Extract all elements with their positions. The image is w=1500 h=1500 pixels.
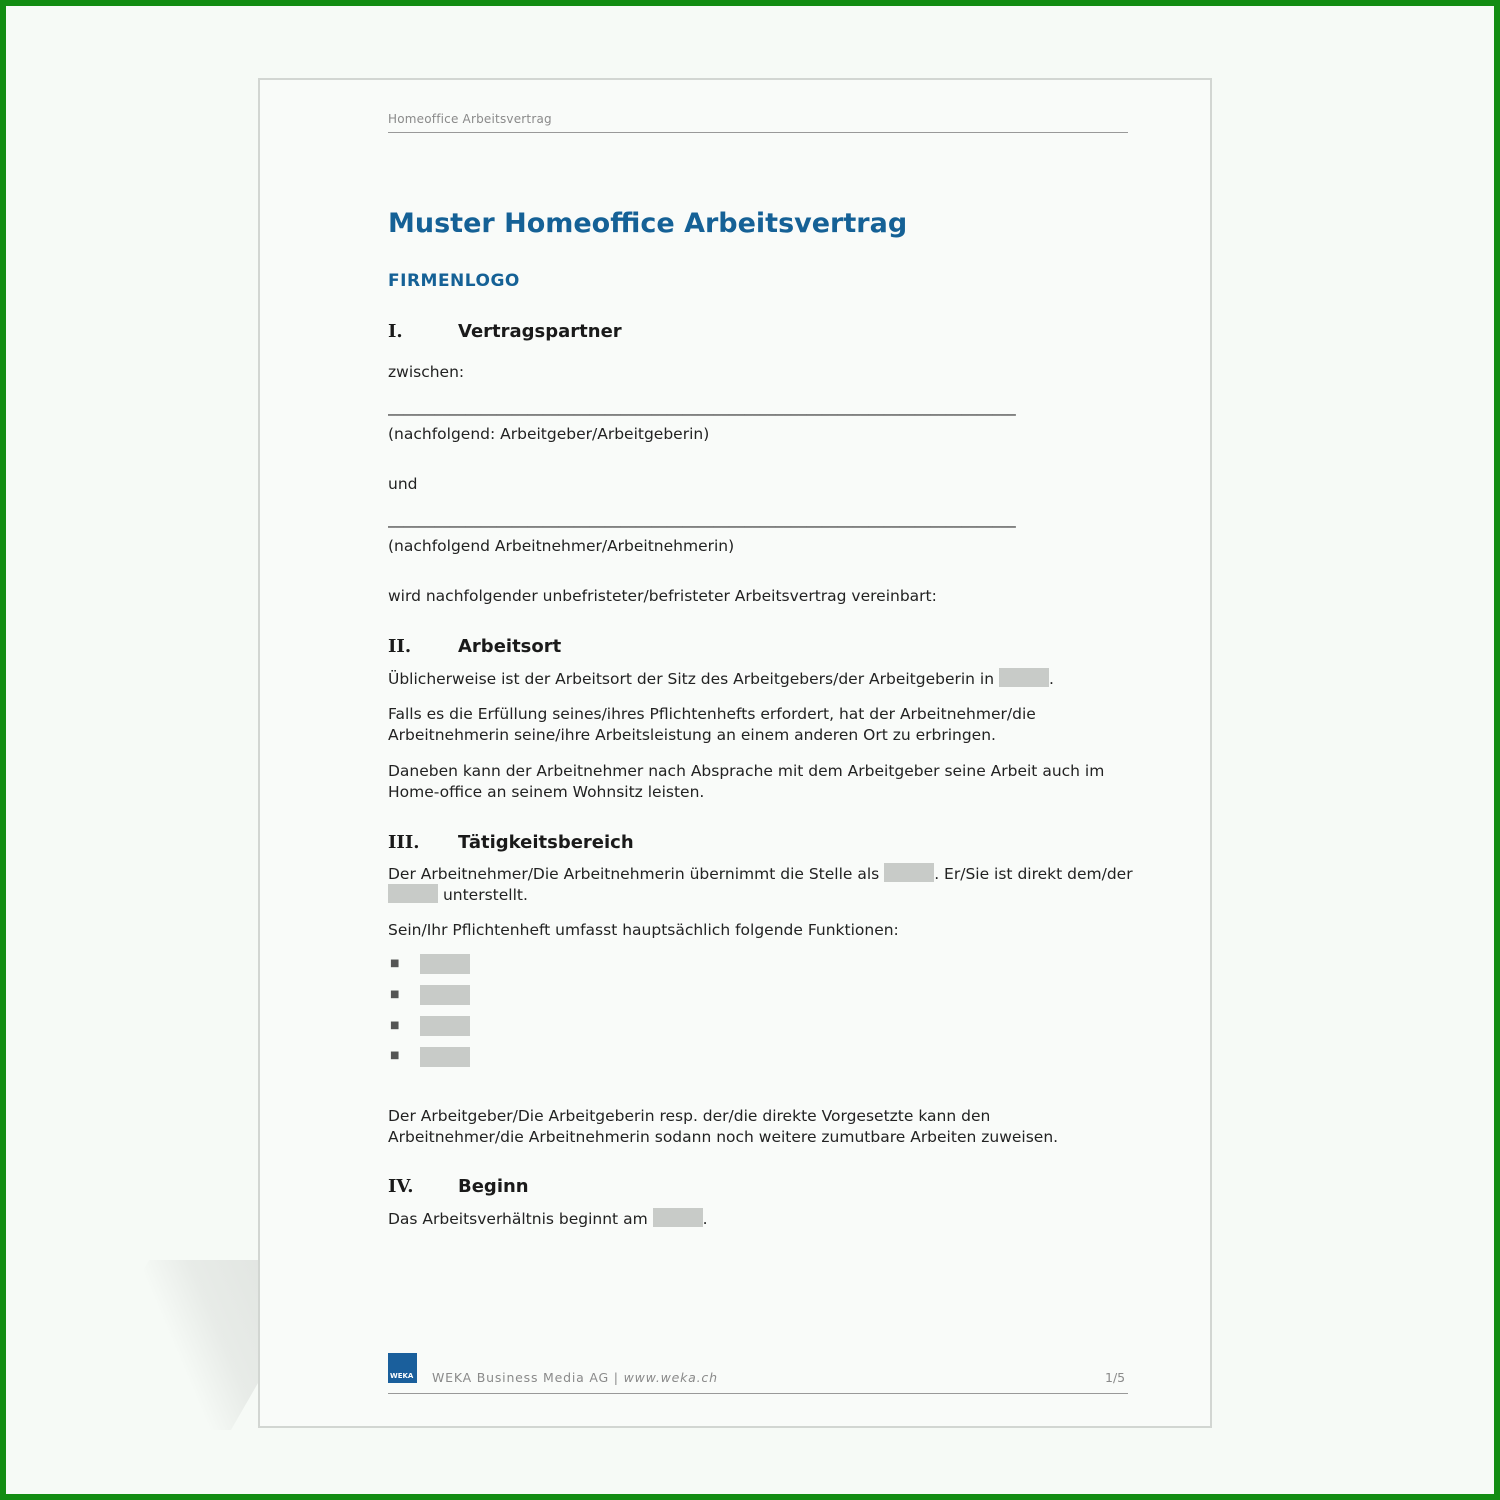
agreement-text: wird nachfolgender unbefristeter/befristeter Arbeitsvertrag vereinbart: xyxy=(388,587,937,605)
bullet-2: ■ xyxy=(390,989,400,1000)
bullet-3: ■ xyxy=(390,1020,400,1031)
between-label: zwischen: xyxy=(388,363,465,381)
position-line-2 xyxy=(388,884,528,906)
duty-placeholder-3 xyxy=(420,1016,470,1036)
workplace-placeholder xyxy=(999,668,1049,687)
weka-logo-text: WEKA xyxy=(390,1372,414,1380)
position-placeholder xyxy=(884,863,934,882)
running-header: Homeoffice Arbeitsvertrag xyxy=(388,112,552,126)
section-1-title: Vertragspartner xyxy=(458,321,622,342)
bullet-1: ■ xyxy=(390,958,400,969)
position-text: Der Arbeitnehmer/Die Arbeitnehmerin übernimmt die Stelle als xyxy=(388,865,880,883)
additional-tasks-paragraph: Der Arbeitgeber/Die Arbeitgeberin resp. der/die direkte Vorgesetzte kann den Arbeitnehmer/die Arbeitnehmerin sodann noch weitere zumutbare Arbeiten zuweisen. xyxy=(388,1107,1059,1146)
duty-placeholder-2 xyxy=(420,985,470,1005)
start-date-period: . xyxy=(702,1210,708,1228)
and-label: und xyxy=(388,475,418,493)
employee-note: (nachfolgend Arbeitnehmer/Arbeitnehmerin) xyxy=(388,537,735,555)
supervisor-text: . Er/Sie ist direkt dem/der xyxy=(934,865,1133,883)
footer-separator: | xyxy=(613,1370,619,1385)
employer-blank-line: _________________________________________________________________________________ xyxy=(388,398,1016,416)
start-date-placeholder xyxy=(653,1208,703,1227)
position-line-1 xyxy=(388,863,1133,885)
weka-logo xyxy=(388,1353,417,1383)
document-page xyxy=(258,78,1212,1428)
section-4-title: Beginn xyxy=(458,1176,529,1197)
homeoffice-paragraph: Daneben kann der Arbeitnehmer nach Absprache mit dem Arbeitgeber seine Arbeit auch im Home-office an seinem Wohnsitz leisten. xyxy=(388,762,1105,801)
footer-rule xyxy=(388,1393,1128,1394)
section-1-number: I. xyxy=(388,321,403,342)
section-3-number: III. xyxy=(388,832,420,853)
supervisor-placeholder xyxy=(388,884,438,903)
footer-url[interactable]: www.weka.ch xyxy=(623,1370,718,1385)
employee-blank-line: _________________________________________________________________________________ xyxy=(388,510,1016,528)
section-2-number: II. xyxy=(388,636,412,657)
document-title: Muster Homeoffice Arbeitsvertrag xyxy=(388,208,908,239)
start-date-text: Das Arbeitsverhältnis beginnt am xyxy=(388,1210,648,1228)
section-3-title: Tätigkeitsbereich xyxy=(458,832,634,853)
bullet-4: ■ xyxy=(390,1050,400,1061)
company-logo-placeholder: FIRMENLOGO xyxy=(388,271,520,291)
section-2-title: Arbeitsort xyxy=(458,636,562,657)
workplace-paragraph xyxy=(388,668,1054,690)
duty-placeholder-1 xyxy=(420,954,470,974)
page-number: 1/5 xyxy=(1105,1370,1126,1385)
duties-intro: Sein/Ihr Pflichtenheft umfasst hauptsächlich folgende Funktionen: xyxy=(388,921,899,939)
section-4-number: IV. xyxy=(388,1176,414,1197)
workplace-text: Üblicherweise ist der Arbeitsort der Sitz des Arbeitgebers/der Arbeitgeberin in xyxy=(388,670,995,688)
employer-note: (nachfolgend: Arbeitgeber/Arbeitgeberin) xyxy=(388,425,710,443)
other-location-paragraph: Falls es die Erfüllung seines/ihres Pflichtenhefts erfordert, hat der Arbeitnehmer/die Arbeitnehmerin seine/ihre Arbeitsleistung an einem anderen Ort zu erbringen. xyxy=(388,705,1036,744)
header-rule xyxy=(388,132,1128,133)
duty-placeholder-4 xyxy=(420,1047,470,1067)
subordinate-text: unterstellt. xyxy=(442,886,528,904)
footer-company-name: WEKA Business Media AG xyxy=(432,1370,609,1385)
footer-company xyxy=(432,1370,718,1385)
start-date-paragraph xyxy=(388,1208,708,1230)
workplace-period: . xyxy=(1049,670,1054,688)
